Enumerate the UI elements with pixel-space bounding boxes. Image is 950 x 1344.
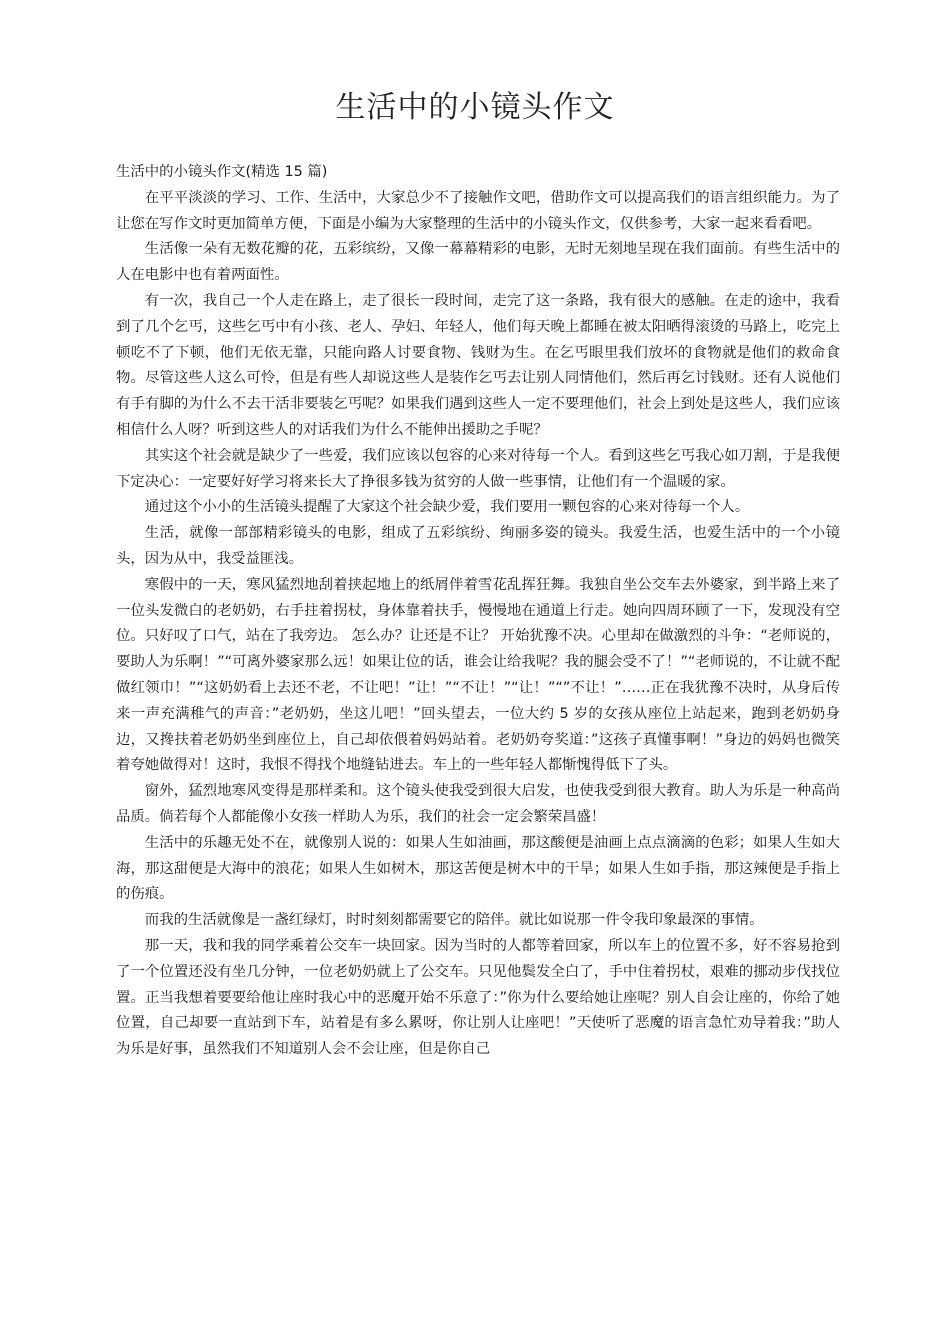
paragraph: 通过这个小小的生活镜头提醒了大家这个社会缺少爱，我们要用一颗包容的心来对待每一个人。 [144,499,750,516]
paragraph: 那一天，我和我的同学乘着公交车一块回家。因为当时的人都等着回家，所以车上的位置不多，好不容易抢到了一个位置还没有坐几分钟，一位老奶奶就上了公交车。只见他鬓发全白了，手中住着拐杖，艰难的挪动步伐找位置。正当我想着要要给他让座时我心中的恶魔开始不乐意了：”你为什么要给她让座呢？别人自会让座的，你给了她位置，自己却要一直站到下车，站着是有多么累呀，你让别人让座吧！”天使听了恶魔的语言急忙劝导着我：”助人为乐是好事，虽然我们不知道别人会不会让座，但是你自己 [116,937,840,1058]
paragraph: 生活中的乐趣无处不在，就像别人说的：如果人生如油画，那这酸便是油画上点点滴滴的色彩；如果人生如大海，那这甜便是大海中的浪花；如果人生如树木，那这苦便是树木中的干旱；如果人生如手指，那这辣便是手指上的伤痕。 [116,834,840,903]
document-title: 生活中的小镜头作文 [335,90,615,125]
paragraph: 生活，就像一部部精彩镜头的电影，组成了五彩缤纷、绚丽多姿的镜头。我爱生活，也爱生活中的一个小镜头，因为从中，我受益匪浅。 [116,525,840,567]
paragraph: 生活像一朵有无数花瓣的花，五彩缤纷，又像一幕幕精彩的电影，无时无刻地呈现在我们面前。有些生活中的人在电影中也有着两面性。 [116,241,840,284]
document-subtitle: 生活中的小镜头作文(精选 15 篇) [116,164,328,180]
paragraph: 在平平淡淡的学习、工作、生活中，大家总少不了接触作文吧，借助作文可以提高我们的语言组织能力。为了让您在写作文时更加简单方便，下面是小编为大家整理的生活中的小镜头作文，仅供参考，大家一起来看看吧。 [116,189,840,232]
paragraph: 寒假中的一天，寒风猛烈地刮着挟起地上的纸屑伴着雪花乱挥狂舞。我独自坐公交车去外婆家，到半路上来了一位头发微白的老奶奶，右手拄着拐杖，身体靠着扶手，慢慢地在通道上行走。她向四周环顾了一下，发现没有空位。只好叹了口气，站在了我旁边。 怎么办？让还是不让？ 开始犹豫不决。心里却在做激烈的斗争：“老师说的，要助人为乐啊！”“可离外婆家那么远！如果让位的话，谁会让给我呢？我的腿会受不了！”“老师说的，不让就不配做红领巾！”“这奶奶看上去还不老，不让吧！”让！”“不让！”“让！”“”不让！”……正在我犹豫不决时，从身后传来一声充满稚气的声音：”老奶奶，坐这儿吧！”回头望去，一位大约 5 岁的女孩从座位上站起来，跑到老奶奶身边，又搀扶着老奶奶坐到座位上，自己却依偎着妈妈站着。老奶奶夸奖道：”这孩子真懂事啊！”身边的妈妈也微笑着夸她做得对！这时，我恨不得找个地缝钻进去。车上的一些年轻人都惭愧得低下了头。 [116,576,840,774]
paragraph: 其实这个社会就是缺少了一些爱，我们应该以包容的心来对待每一个人。看到这些乞丐我心如刀割，于是我便下定决心：一定要好好学习将来长大了挣很多钱为贫穷的人做一些事情，让他们有一个温暖的家。 [116,447,840,490]
paragraph: 窗外，猛烈地寒风变得是那样柔和。这个镜头使我受到很大启发，也使我受到很大教育。助人为乐是一种高尚品质。倘若每个人都能像小女孩一样助人为乐，我们的社会一定会繁荣昌盛！ [116,783,840,825]
paragraph: 有一次，我自己一个人走在路上，走了很长一段时间，走完了这一条路，我有很大的感触。在走的途中，我看到了几个乞丐，这些乞丐中有小孩、老人、孕妇、年轻人，他们每天晚上都睡在被太阳晒得滚烫的马路上，吃完上顿吃不了下顿，他们无依无靠，只能向路人讨要食物、钱财为生。在乞丐眼里我们放坏的食物就是他们的救命食物。尽管这些人这么可怜，但是有些人却说这些人是装作乞丐去让别人同情他们，然后再乞讨钱财。还有人说他们有手有脚的为什么不去干活非要装乞丐呢？如果我们遇到这些人一定不要理他们，社会上到处是这些人，我们应该相信什么人呀？听到这些人的对话我们为什么不能伸出援助之手呢？ [116,292,840,438]
document-body [116,160,840,1063]
paragraph: 而我的生活就像是一盏红绿灯，时时刻刻都需要它的陪伴。就比如说那一件令我印象最深的事情。 [144,912,764,929]
